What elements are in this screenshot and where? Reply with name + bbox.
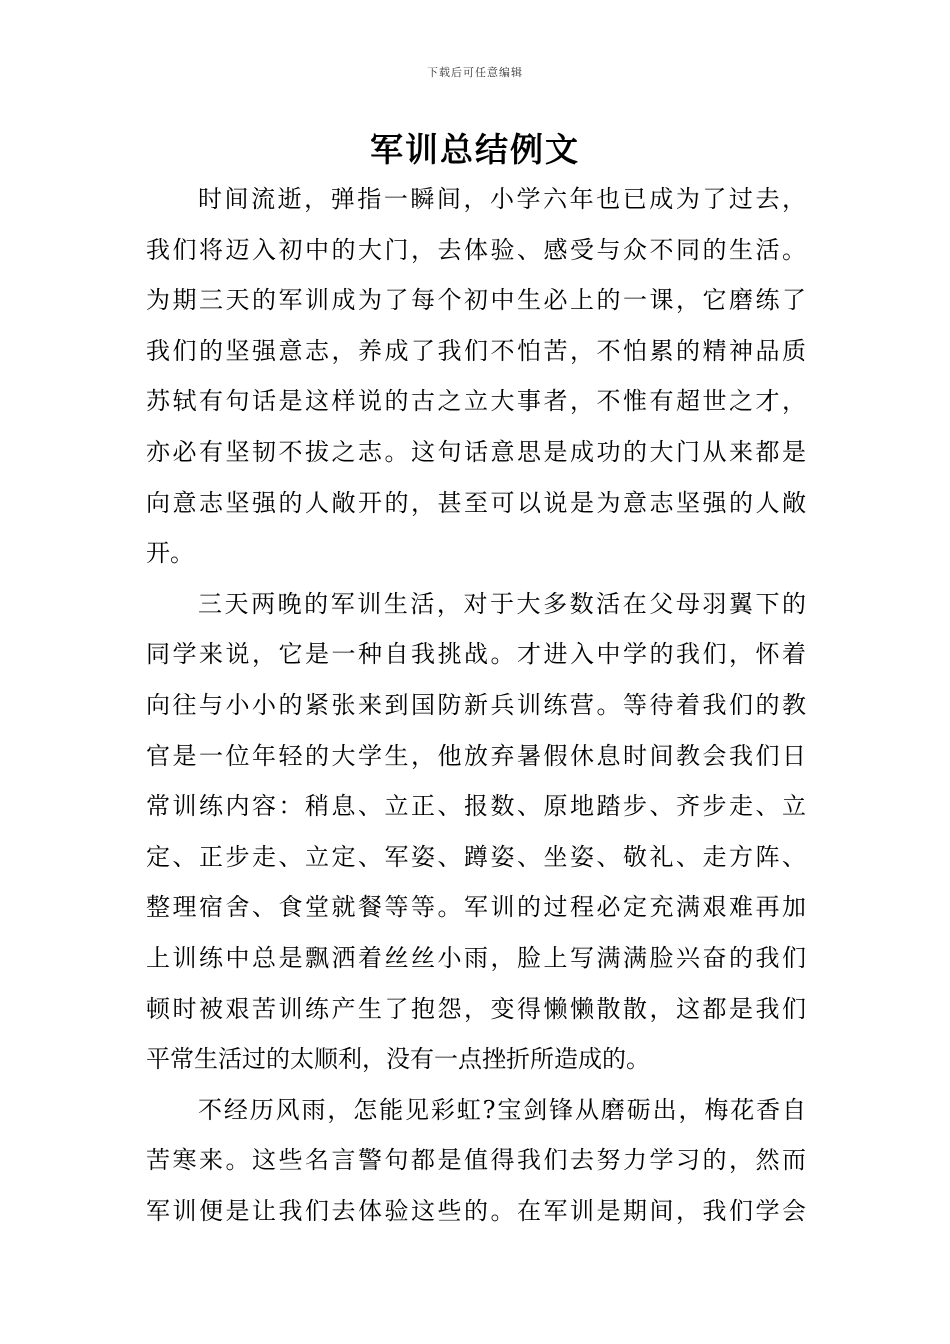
text-line: 官是一位年轻的大学生，他放弃暑假休息时间教会我们日 <box>146 741 806 770</box>
text-line: 不经历风雨，怎能见彩虹?宝剑锋从磨砺出，梅花香自 <box>198 1095 806 1124</box>
header-note: 下载后可任意编辑 <box>427 66 523 79</box>
text-line: 苏轼有句话是这样说的古之立大事者，不惟有超世之才， <box>146 387 806 416</box>
text-line: 同学来说，它是一种自我挑战。才进入中学的我们，怀着 <box>146 640 806 669</box>
text-line: 时间流逝，弹指一瞬间，小学六年也已成为了过去， <box>198 185 806 213</box>
text-line: 我们将迈入初中的大门，去体验、感受与众不同的生活。 <box>146 235 806 264</box>
text-line: 三天两晚的军训生活，对于大多数活在父母羽翼下的 <box>198 589 806 618</box>
text-line: 向往与小小的紧张来到国防新兵训练营。等待着我们的教 <box>146 690 806 719</box>
text-line: 平常生活过的太顺利，没有一点挫折所造成的。 <box>146 1045 650 1074</box>
document-title: 军训总结例文 <box>370 130 580 169</box>
paragraph-1 <box>146 174 806 579</box>
text-line: 常训练内容：稍息、立正、报数、原地踏步、齐步走、立 <box>146 792 806 821</box>
paragraph-3 <box>146 1085 806 1237</box>
text-line: 定、正步走、立定、军姿、蹲姿、坐姿、敬礼、走方阵、 <box>146 842 806 871</box>
text-line: 上训练中总是飘洒着丝丝小雨，脸上写满满脸兴奋的我们 <box>146 943 806 972</box>
text-line: 顿时被艰苦训练产生了抱怨，变得懒懒散散，这都是我们 <box>146 994 806 1023</box>
text-line: 开。 <box>146 539 194 568</box>
text-line: 整理宿舍、食堂就餐等等。军训的过程必定充满艰难再加 <box>146 893 806 922</box>
text-line: 苦寒来。这些名言警句都是值得我们去努力学习的，然而 <box>146 1146 806 1175</box>
text-line: 为期三天的军训成为了每个初中生必上的一课，它磨练了 <box>146 286 806 315</box>
text-line: 我们的坚强意志，养成了我们不怕苦，不怕累的精神品质 <box>146 336 806 365</box>
paragraph-2 <box>146 579 806 1085</box>
document-body <box>146 174 806 1236</box>
text-line: 军训便是让我们去体验这些的。在军训是期间，我们学会 <box>146 1196 806 1225</box>
text-line: 向意志坚强的人敞开的，甚至可以说是为意志坚强的人敞 <box>146 488 806 517</box>
text-line: 亦必有坚韧不拔之志。这句话意思是成功的大门从来都是 <box>146 437 806 466</box>
